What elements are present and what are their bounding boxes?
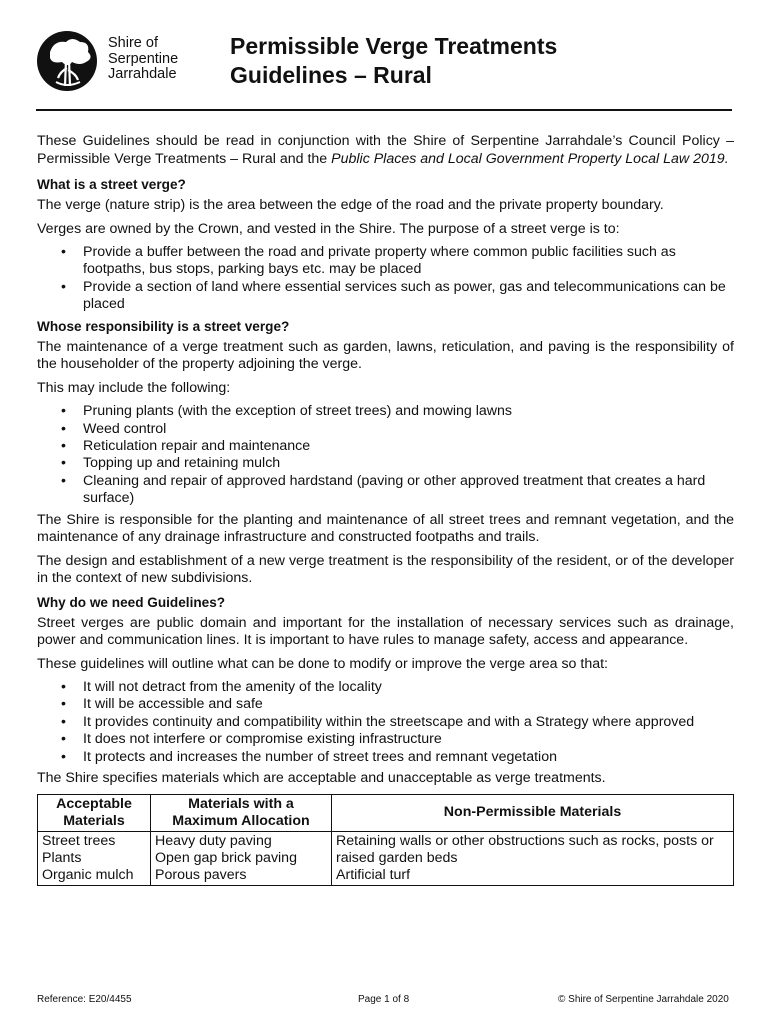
non-permissible-cell: Retaining walls or other obstructions such as rocks, posts or raised garden beds Artificial turf [332,831,734,885]
paragraph: The design and establishment of a new verge treatment is the responsibility of the resident, or of the developer in the context of new subdivisions. [37,552,734,587]
section-heading-verge: What is a street verge? [37,177,186,192]
page-title [230,32,557,90]
section-heading-guidelines: Why do we need Guidelines? [37,594,226,610]
list-item: • Weed control [83,421,734,438]
list-item: • Topping up and retaining mulch [83,455,734,472]
materials-table [37,794,734,886]
list-item: • Provide a section of land where essential services such as power, gas and telecommunications can be placed [83,279,734,314]
tree-emblem-icon [36,30,102,92]
title-line-2: Guidelines – Rural [230,62,432,88]
bullet-list [37,403,734,507]
list-item: • Reticulation repair and maintenance [83,438,734,455]
paragraph: This may include the following: [37,379,231,396]
paragraph: The Shire specifies materials which are acceptable and unacceptable as verge treatments. [37,770,606,787]
paragraph: Verges are owned by the Crown, and vested in the Shire. The purpose of a street verge is to: [37,220,620,237]
list-item: • It will be accessible and safe [83,696,734,713]
paragraph: These guidelines will outline what can be done to modify or improve the verge area so that: [37,655,608,672]
max-allocation-cell: Heavy duty paving Open gap brick paving Porous pavers [151,831,332,885]
section-heading-responsibility: Whose responsibility is a street verge? [37,318,290,334]
paragraph: The Shire is responsible for the planting and maintenance of all street trees and remnant vegetation, and the maintenance of any drainage infrastructure and constructed footpaths and trails. [37,511,734,546]
logo-line-1: Shire of [108,35,158,51]
footer-reference: Reference: E20/4455 [37,994,132,1005]
shire-logo [36,30,196,92]
paragraph: The verge (nature strip) is the area between the edge of the road and the private property boundary. [37,197,664,213]
title-line-1: Permissible Verge Treatments [230,33,558,59]
logo-wordmark [108,36,178,83]
header-divider [36,109,732,111]
bullet-list [37,244,734,314]
acceptable-cell: Street trees Plants Organic mulch [38,831,151,885]
table-row [38,831,734,885]
list-item: • It will not detract from the amenity of the locality [83,679,734,696]
bullet-list [37,679,734,766]
list-item: • It provides continuity and compatibility within the streetscape and with a Strategy where approved [83,714,734,731]
footer-page-number: Page 1 of 8 [358,994,410,1005]
intro-paragraph: These Guidelines should be read in conjunction with the Shire of Serpentine Jarrahdale’s Council Policy – Permissible Verge Treatments – Rural and the Public Places and Local Government Property Local Law 2019. [37,133,734,167]
paragraph: Street verges are public domain and important for the installation of necessary services such as drainage, power and communication lines. It is important to have rules to manage safety, access and appearance. [37,614,734,649]
header-max-allocation: Materials with a Maximum Allocation [151,794,332,831]
logo-line-2: Serpentine [108,50,179,67]
footer-copyright: © Shire of Serpentine Jarrahdale 2020 [558,994,729,1005]
header-acceptable: Acceptable Materials [38,794,151,831]
logo-line-3: Jarrahdale [108,66,177,82]
list-item: • Provide a buffer between the road and private property where common public facilities such as footpaths, bus stops, parking bays etc. may be placed [83,244,734,279]
table-header-row [38,794,734,831]
paragraph: The maintenance of a verge treatment such as garden, lawns, reticulation, and paving is the responsibility of the householder of the property adjoining the verge. [37,338,734,373]
list-item: • It protects and increases the number of street trees and remnant vegetation [83,749,734,766]
list-item: • Pruning plants (with the exception of street trees) and mowing lawns [83,403,734,420]
header-non-permissible: Non-Permissible Materials [332,794,734,831]
list-item: • It does not interfere or compromise existing infrastructure [83,731,734,748]
document-body [37,133,734,886]
list-item: • Cleaning and repair of approved hardstand (paving or other approved treatment that creates a hard surface) [83,473,734,508]
